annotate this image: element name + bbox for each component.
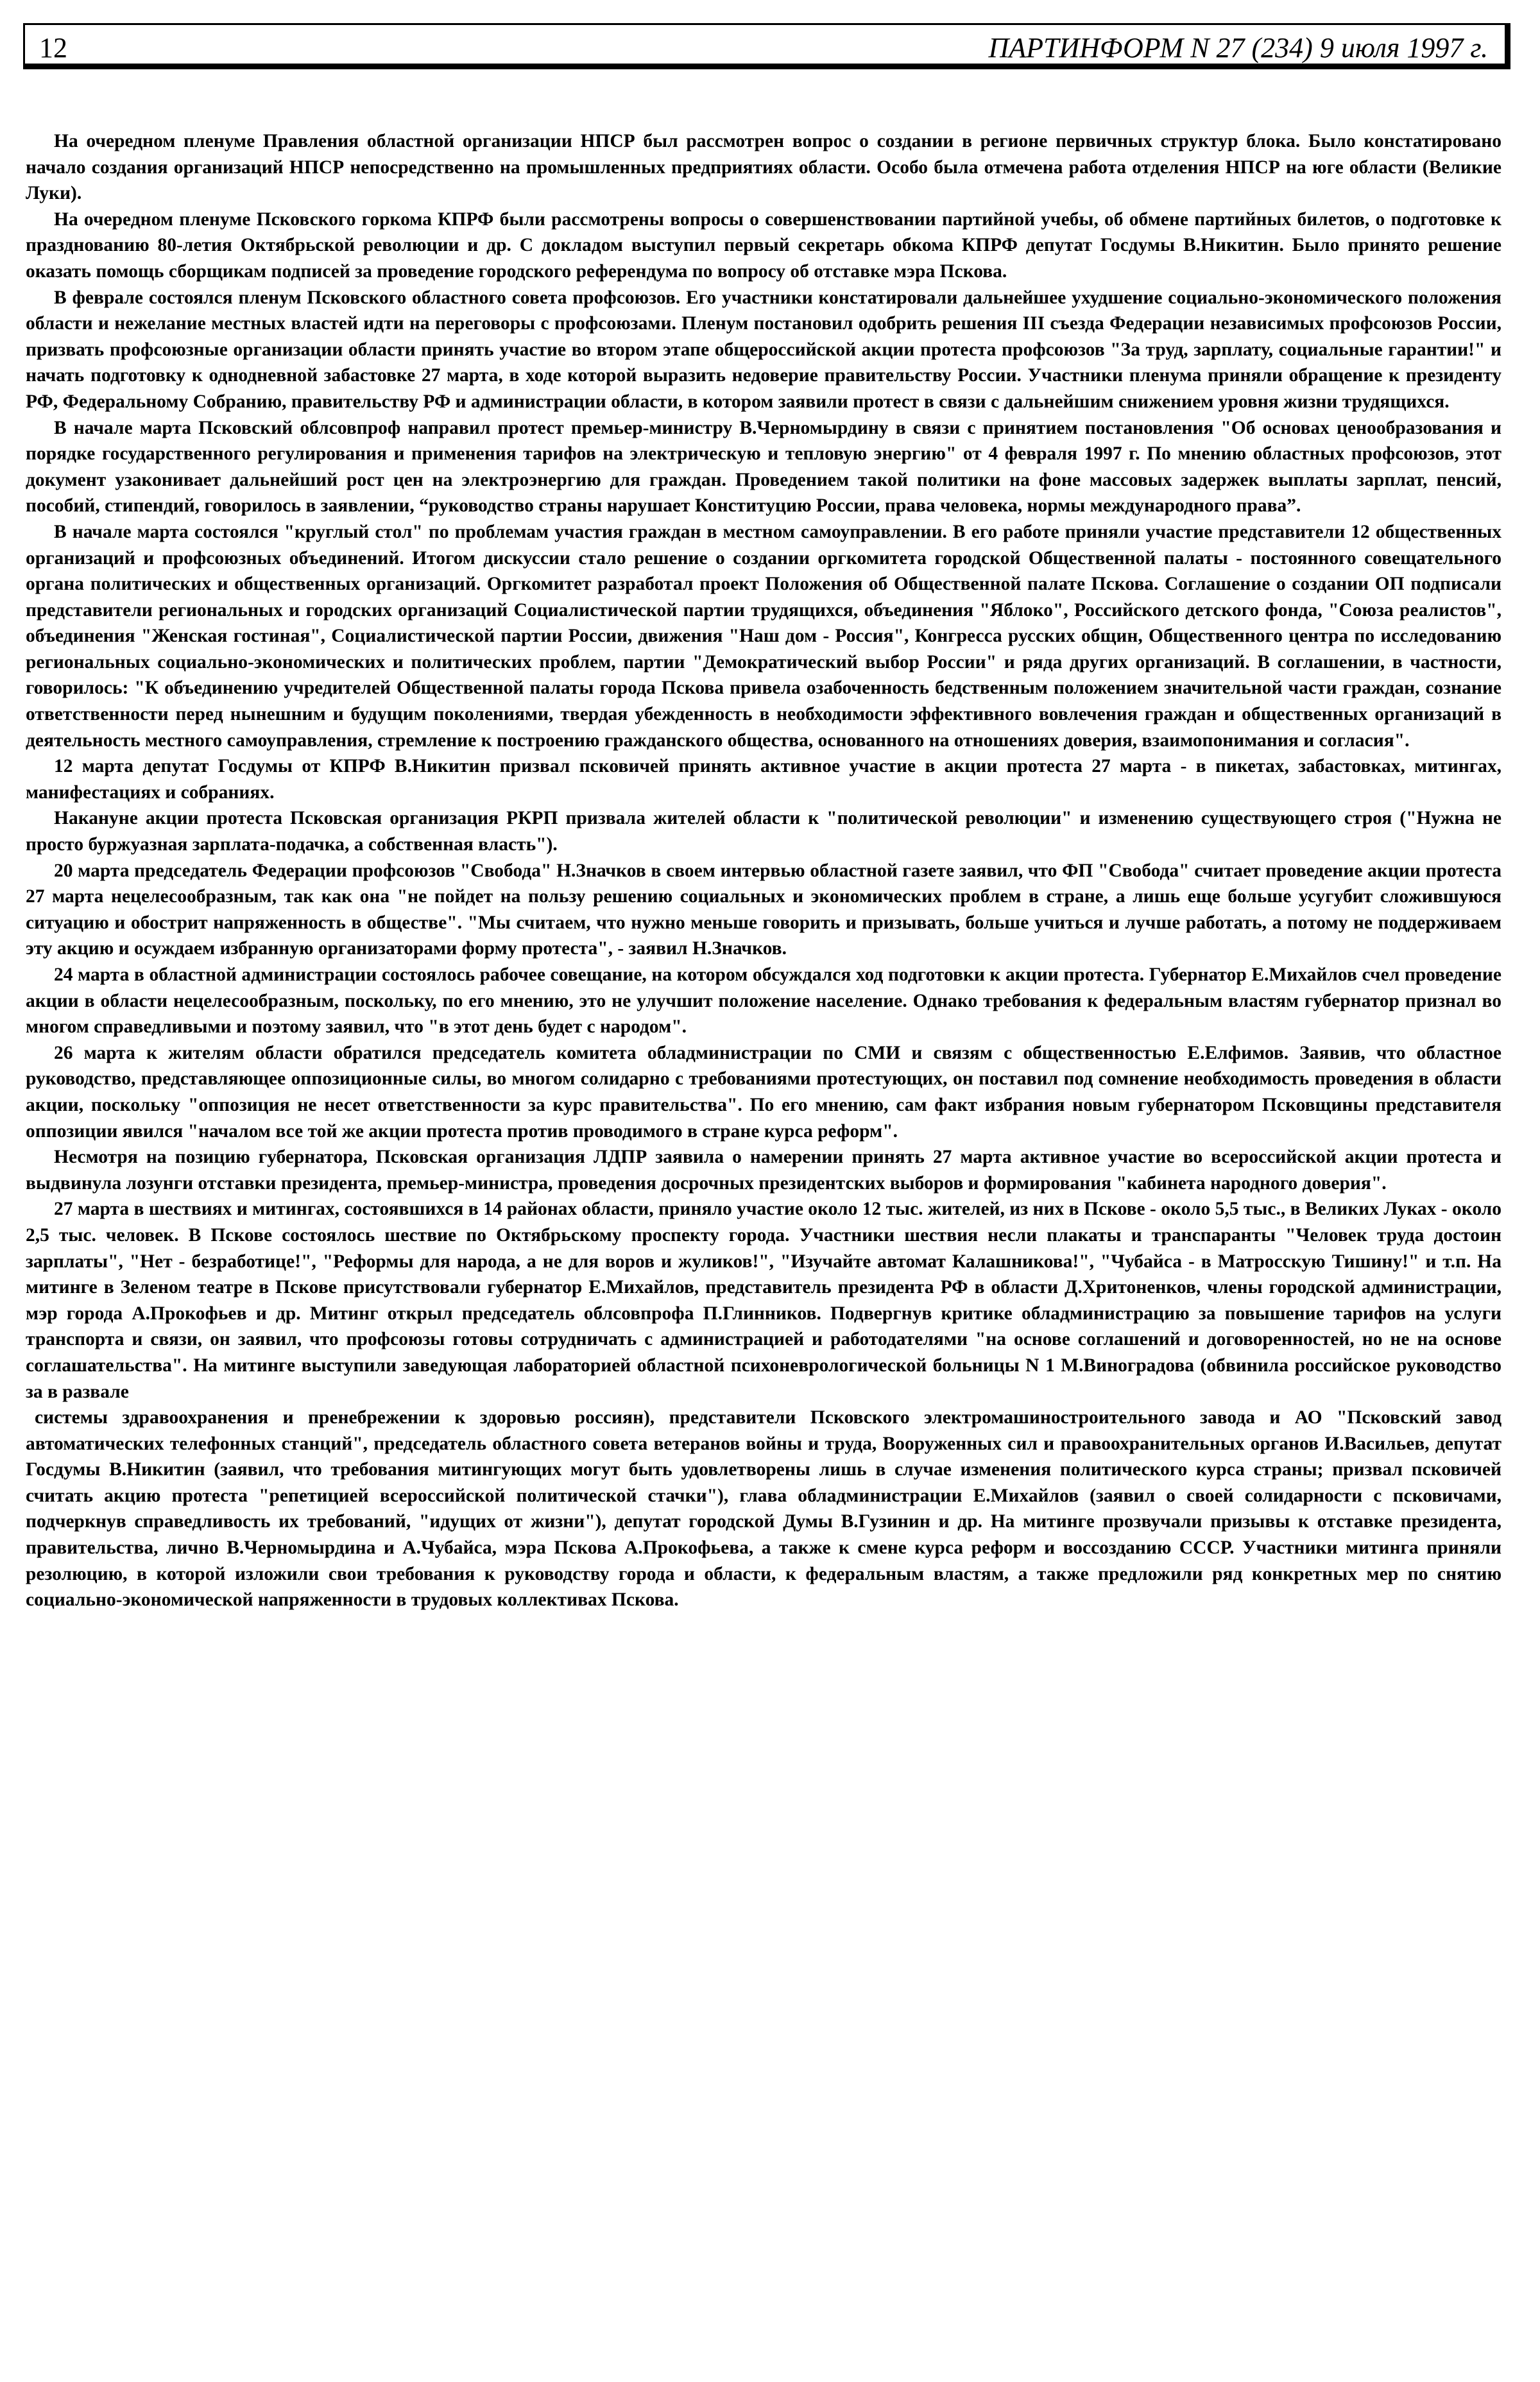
- paragraph: Накануне акции протеста Псковская организация РКРП призвала жителей области к "политической революции" и изменению существующего строя ("Нужна не просто буржуазная зарплата-подачка, а собственная власть").: [26, 808, 1502, 855]
- running-title: ПАРТИНФОРМ N 27 (234) 9 июля 1997 г.: [988, 32, 1488, 64]
- page-header: [23, 23, 1510, 69]
- paragraph: На очередном пленуме Псковского горкома КПРФ были рассмотрены вопросы о совершенствовании партийной учебы, об обмене партийных билетов, о подготовке к празднованию 80-летия Октябрьской революции и др. С докладом выступил первый секретарь обкома КПРФ депутат Госдумы В.Никитин. Было принято решение оказать помощь сборщикам подписей за проведение городского референдума по вопросу об отставке мэра Пскова.: [26, 209, 1502, 282]
- paragraph: 20 марта председатель Федерации профсоюзов "Свобода" Н.Значков в своем интервью областной газете заявил, что ФП "Свобода" считает проведение акции протеста 27 марта нецелесообразным, так как она "не пойдет на пользу решению социальных и экономических проблем в стране, а лишь еще больше усугубит сложившуюся ситуацию и обострит напряженность в обществе". "Мы считаем, что нужно меньше говорить и призывать, больше учиться и лучше работать, а потому не поддерживаем эту акцию и осуждаем избранную организаторами форму протеста", - заявил Н.Значков.: [26, 860, 1502, 959]
- paragraph: 26 марта к жителям области обратился председатель комитета обладминистрации по СМИ и связям с общественностью Е.Елфимов. Заявив, что областное руководство, представляющее оппозиционные силы, во многом солидарно с требованиями протестующих, он поставил под сомнение необходимость проведения в области акции, поскольку "оппозиция не несет ответственности за курс правительства". По его мнению, сам факт избрания новым губернатором Псковщины представителя оппозиции явился "началом все той же акции протеста против проводимого в стране курса реформ".: [26, 1042, 1502, 1142]
- page-number: 12: [39, 32, 67, 64]
- paragraph-continuation: системы здравоохранения и пренебрежении к здоровью россиян), представители Псковского электромашиностроительного завода и АО "Псковский завод автоматических телефонных станций", председатель областного совета ветеранов войны и труда, Вооруженных сил и правоохранительных органов И.Васильев, депутат Госдумы В.Никитин (заявил, что требования митингующих могут быть удовлетворены лишь в случае изменения политического курса страны; призвал псковичей считать акцию протеста "репетицией всероссийской политической стачки"), глава обладминистрации Е.Михайлов (заявил о своей солидарности с псковичами, подчеркнув справедливость их требований, "идущих от жизни"), депутат городской Думы В.Гузинин и др. На митинге прозвучали призывы к отставке президента, правительства, лично В.Черномырдина и А.Чубайса, мэра Пскова А.Прокофьева, а также к смене курса реформ и воссозданию СССР. Участники митинга приняли резолюцию, в которой изложили свои требования к руководству города и области, к федеральным властям, а также предложили ряд конкретных мер по снятию социально-экономической напряженности в трудовых коллективах Пскова.: [26, 1407, 1502, 1611]
- paragraph: 12 марта депутат Госдумы от КПРФ В.Никитин призвал псковичей принять активное участие в акции протеста 27 марта - в пикетах, забастовках, митингах, манифестациях и собраниях.: [26, 756, 1502, 803]
- paragraph: 24 марта в областной администрации состоялось рабочее совещание, на котором обсуждался ход подготовки к акции протеста. Губернатор Е.Михайлов счел проведение акции в области нецелесообразным, поскольку, по его мнению, это не улучшит положение население. Однако требования к федеральным властям губернатор признал во многом справедливыми и поэтому заявил, что "в этот день будет с народом".: [26, 964, 1502, 1038]
- paragraph: В феврале состоялся пленум Псковского областного совета профсоюзов. Его участники констатировали дальнейшее ухудшение социально-экономического положения области и нежелание местных властей идти на переговоры с профсоюзами. Пленум постановил одобрить решения III съезда Федерации независимых профсоюзов России, призвать профсоюзные организации области принять участие во втором этапе общероссийской акции протеста профсоюзов "За труд, зарплату, социальные гарантии!" и начать подготовку к однодневной забастовке 27 марта, в ходе которой выразить недоверие правительству России. Участники пленума приняли обращение к президенту РФ, Федеральному Собранию, правительству РФ и администрации области, в котором заявили протест в связи с дальнейшим снижением уровня жизни трудящихся.: [26, 287, 1502, 412]
- paragraph: Несмотря на позицию губернатора, Псковская организация ЛДПР заявила о намерении принять 27 марта активное участие во всероссийской акции протеста и выдвинула лозунги отставки президента, премьер-министра, проведения досрочных президентских выборов и формирования "кабинета народного доверия".: [26, 1147, 1502, 1194]
- paragraph: В начале марта Псковский облсовпроф направил протест премьер-министру В.Черномырдину в связи с принятием постановления "Об основах ценообразования и порядке государственного регулирования и применения тарифов на электрическую и тепловую энергию" от 4 февраля 1997 г. По мнению областных профсоюзов, этот документ узаконивает дальнейший рост цен на электроэнергию для граждан. Проведением такой политики на фоне массовых задержек выплаты зарплат, пенсий, пособий, стипендий, говорилось в заявлении, “руководство страны нарушает Конституцию России, права человека, нормы международного права”.: [26, 417, 1502, 517]
- paragraph: 27 марта в шествиях и митингах, состоявшихся в 14 районах области, приняло участие около 12 тыс. жителей, из них в Пскове - около 5,5 тыс., в Великих Луках - около 2,5 тыс. человек. В Пскове состоялось шествие по Октябрьскому проспекту города. Участники шествия несли плакаты и транспаранты "Человек труда достоин зарплаты", "Нет - безработице!", "Реформы для народа, а не для воров и жуликов!", "Изучайте автомат Калашникова!", "Чубайса - в Матросскую Тишину!" и т.п. На митинге в Зеленом театре в Пскове присутствовали губернатор Е.Михайлов, представитель президента РФ в области Д.Хритоненков, члены городской администрации, мэр города А.Прокофьев и др. Митинг открыл председатель облсовпрофа П.Глинников. Подвергнув критике обладминистрацию за повышение тарифов на услуги транспорта и связи, он заявил, что профсоюзы готовы сотрудничать с администрацией и работодателями "на основе соглашений и договоренностей, но не на основе соглашательства". На митинге выступили заведующая лабораторией областной психоневрологической больницы N 1 М.Виноградова (обвинила российское руководство за в развале: [26, 1199, 1502, 1402]
- paragraph: В начале марта состоялся "круглый стол" по проблемам участия граждан в местном самоуправлении. В его работе приняли участие представители 12 общественных организаций и профсоюзных объединений. Итогом дискуссии стало решение о создании оргкомитета городской Общественной палаты - постоянного совещательного органа политических и общественных организаций. Оргкомитет разработал проект Положения об Общественной палате Пскова. Соглашение о создании ОП подписали представители региональных и городских организаций Социалистической партии трудящихся, объединения "Яблоко", Российского детского фонда, "Союза реалистов", объединения "Женская гостиная", Социалистической партии России, движения "Наш дом - Россия", Конгресса русских общин, Общественного центра по исследованию региональных социально-экономических и политических проблем, партии "Демократический выбор России" и ряда других организаций. В соглашении, в частности, говорилось: "К объединению учредителей Общественной палаты города Пскова привела озабоченность бедственным положением значительной части граждан, сознание ответственности перед нынешним и будущим поколениями, твердая убежденность в необходимости эффективного вовлечения граждан и общественных организаций в деятельность местного самоуправления, стремление к построению гражданского общества, основанного на отношениях доверия, взаимопонимания и согласия".: [26, 521, 1502, 751]
- article-body: [26, 128, 1502, 1613]
- paragraph: На очередном пленуме Правления областной организации НПСР был рассмотрен вопрос о создании в регионе первичных структур блока. Было констатировано начало создания организаций НПСР непосредственно на промышленных предприятиях области. Особо была отмечена работа отделения НПСР на юге области (Великие Луки).: [26, 131, 1502, 204]
